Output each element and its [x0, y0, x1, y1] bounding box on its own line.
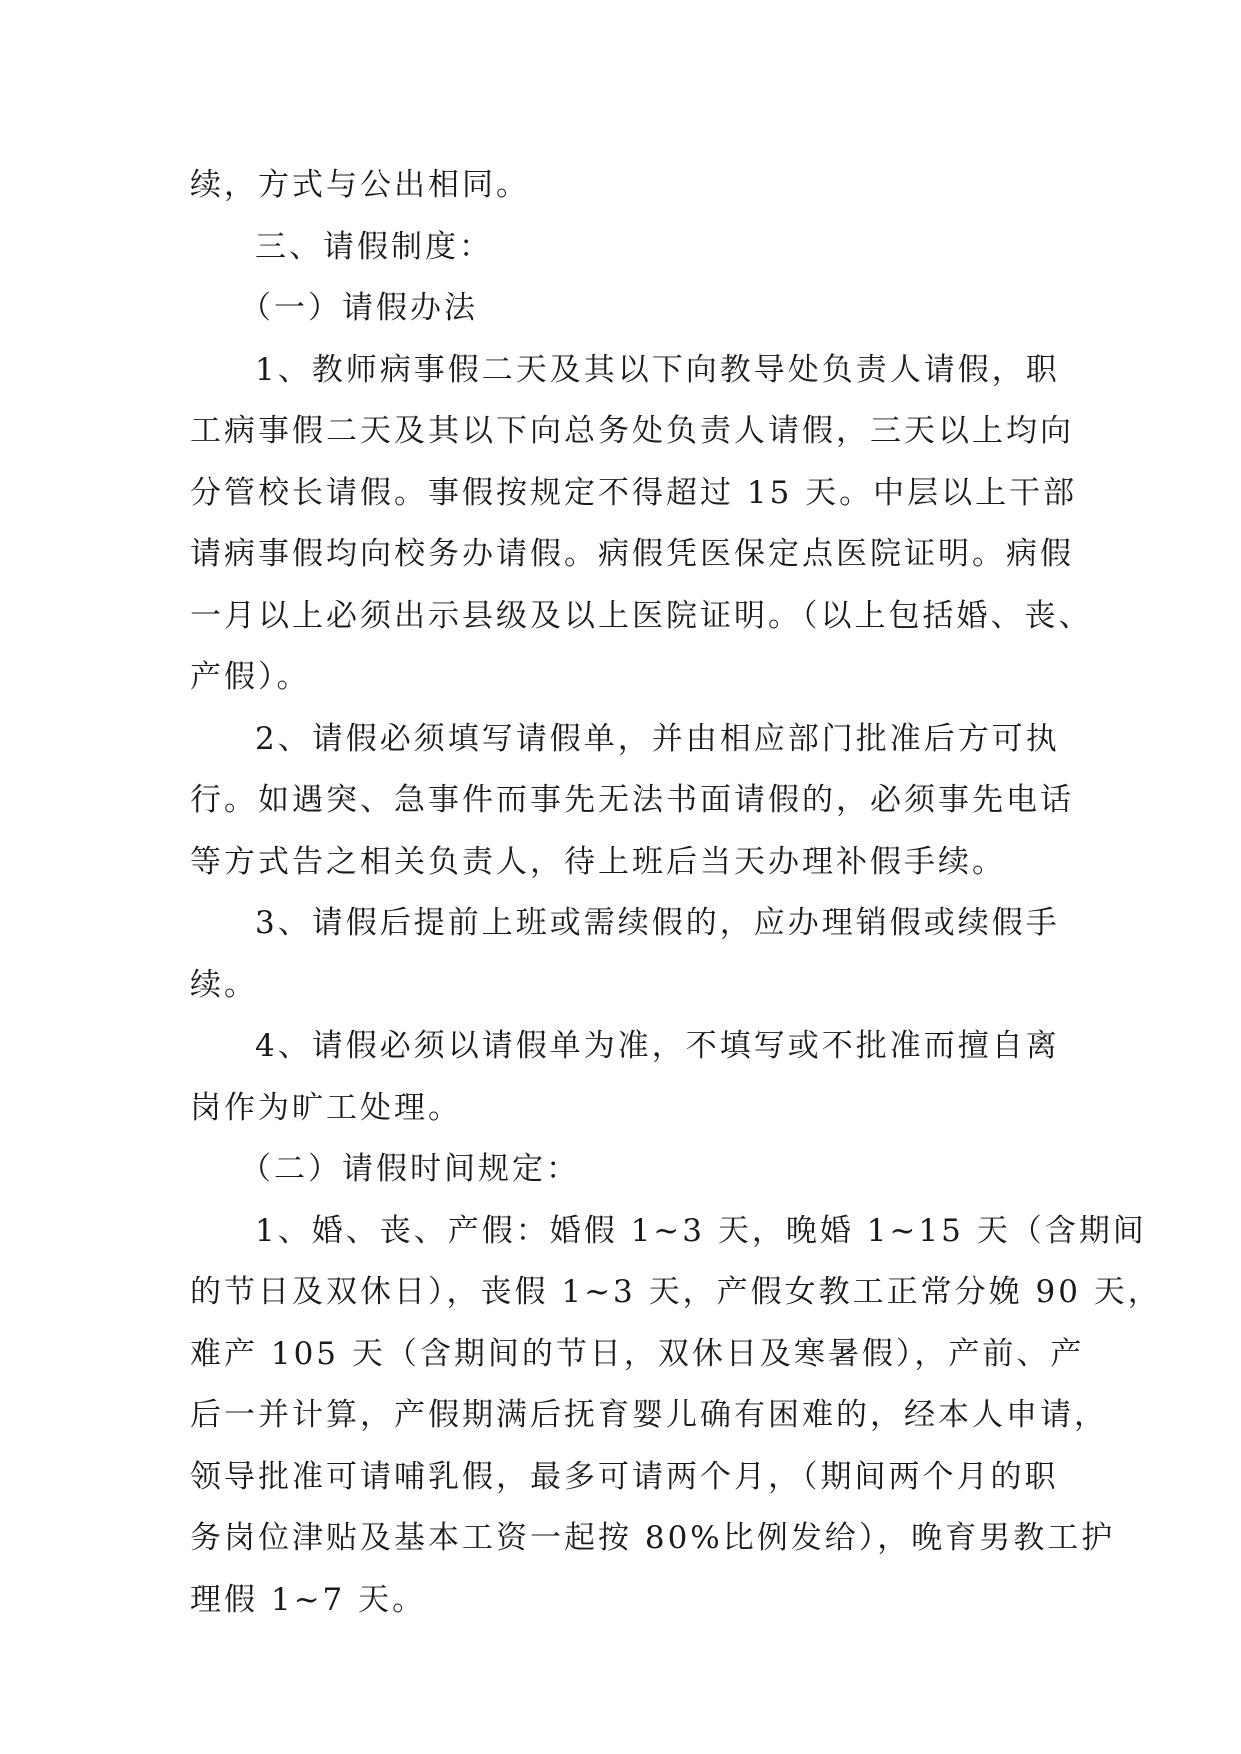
- section-heading: 三、请假制度：: [255, 228, 493, 265]
- text-line: 领导批准可请哺乳假，最多可请两个月，（期间两个月的职: [190, 1458, 1059, 1495]
- text-line: 难产 105 天（含期间的节日，双休日及寒暑假），产前、产: [190, 1335, 1085, 1372]
- subsection-heading: （二）请假时间规定：: [240, 1151, 580, 1187]
- text-line: 2、请假必须填写请假单，并由相应部门批准后方可执: [255, 720, 1060, 757]
- text-line: 理假 1~7 天。: [190, 1581, 427, 1618]
- subsection-heading: （一）请假办法: [240, 290, 478, 326]
- text-line: 等方式告之相关负责人，待上班后当天办理补假手续。: [190, 843, 1006, 880]
- text-line: 后一并计算，产假期满后抚育婴儿确有困难的，经本人申请，: [190, 1397, 1108, 1433]
- text-line: 产假）。: [190, 659, 311, 695]
- text-line: 一月以上必须出示县级及以上医院证明。（以上包括婚、丧、: [190, 597, 1093, 634]
- text-line: 请病事假均向校务办请假。病假凭医保定点医院证明。病假: [190, 536, 1074, 572]
- text-line: 的节日及双休日），丧假 1~3 天，产假女教工正常分娩 90 天，: [190, 1274, 1162, 1310]
- text-line: 行。如遇突、急事件而事先无法书面请假的，必须事先电话: [190, 782, 1074, 818]
- text-line: 分管校长请假。事假按规定不得超过 15 天。中层以上干部: [190, 474, 1078, 511]
- text-line: 续，方式与公出相同。: [190, 167, 530, 203]
- text-line: 4、请假必须以请假单为准，不填写或不批准而擅自离: [255, 1028, 1060, 1064]
- text-line: 岗作为旷工处理。: [190, 1089, 462, 1126]
- text-line: 3、请假后提前上班或需续假的，应办理销假或续假手: [255, 905, 1060, 941]
- text-line: 1、教师病事假二天及其以下向教导处负责人请假，职: [255, 351, 1060, 388]
- text-line: 续。: [190, 966, 258, 1003]
- document-body: [190, 155, 1162, 1631]
- text-line: 工病事假二天及其以下向总务处负责人请假，三天以上均向: [190, 413, 1074, 449]
- text-line: 务岗位津贴及基本工资一起按 80%比例发给），晚育男教工护: [190, 1520, 1116, 1556]
- text-line: 1、婚、丧、产假：婚假 1~3 天，晚婚 1~15 天（含期间: [255, 1212, 1147, 1249]
